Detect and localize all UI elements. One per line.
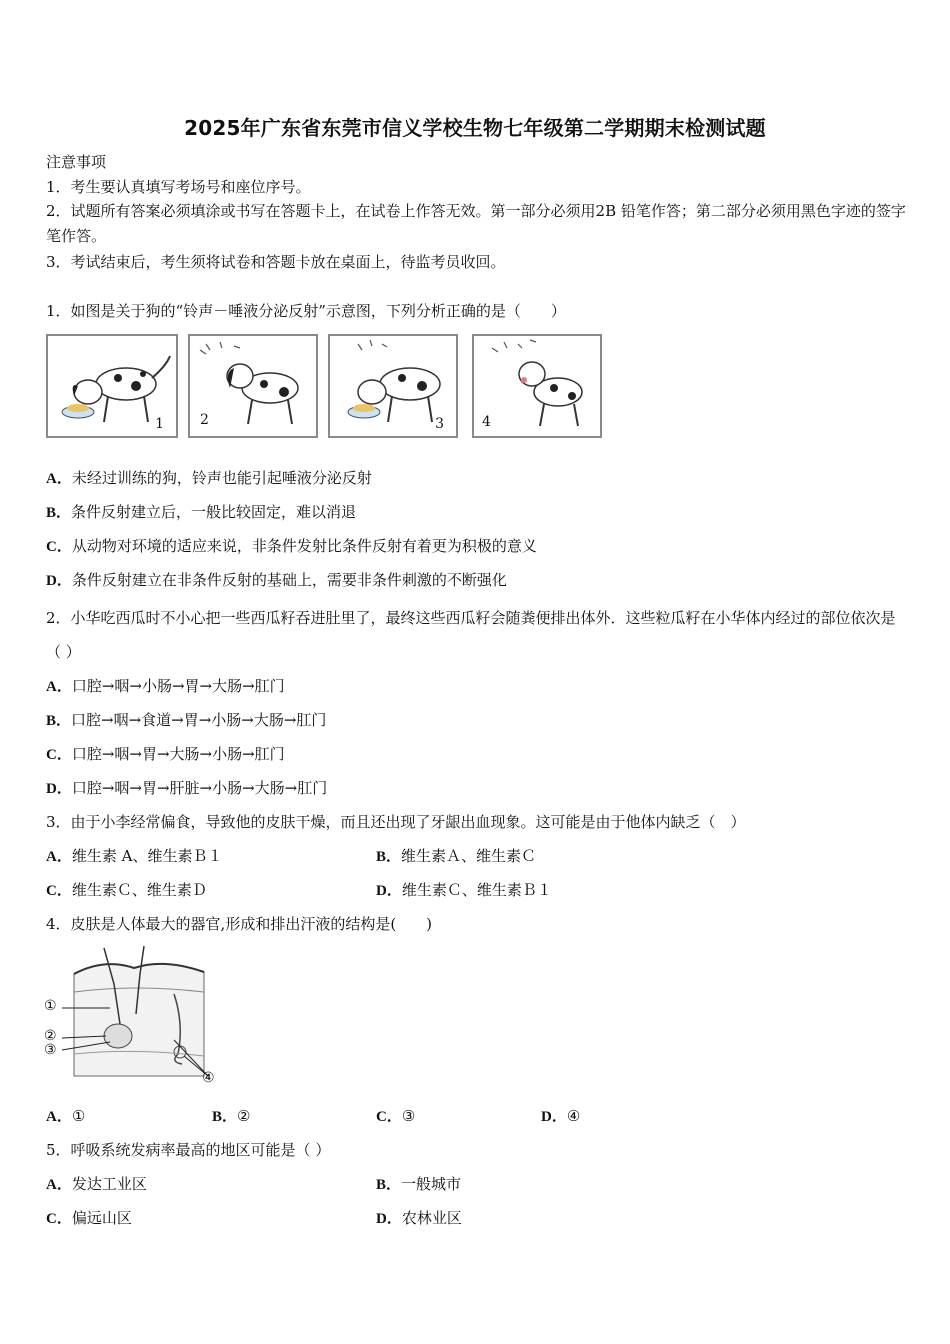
option-a: [46, 676, 285, 697]
option-label: D．: [541, 1109, 567, 1125]
notice-item: 3．考试结束后，考生须将试卷和答题卡放在桌面上，待监考员收回。: [46, 253, 506, 271]
figure-label: ④: [202, 1070, 215, 1086]
option-label: D．: [46, 573, 72, 589]
option-b: [376, 846, 536, 867]
figure-panel: [472, 334, 602, 438]
option-label: A．: [46, 849, 72, 865]
option-c: [46, 744, 285, 765]
option-label: A．: [46, 679, 72, 695]
option-d: [376, 880, 552, 901]
panel-number: 4: [482, 414, 491, 430]
figure-panel: [188, 334, 318, 438]
option-b: [212, 1106, 250, 1127]
option-c: [46, 536, 537, 557]
option-d: [376, 1208, 462, 1229]
option-label: A．: [46, 1177, 72, 1193]
option-text: ①: [71, 1107, 86, 1125]
option-text: ②: [237, 1107, 251, 1125]
option-text: 从动物对环境的适应来说，非条件发射比条件反射有着更为积极的意义: [71, 537, 537, 555]
option-label: D．: [376, 883, 402, 899]
question-stem: 5．呼吸系统发病率最高的地区可能是（ ）: [46, 1141, 331, 1159]
panel-number: 1: [155, 416, 164, 432]
option-text: 维生素Ｃ、维生素Ｂ１: [401, 881, 552, 899]
figure-label: ③: [44, 1042, 57, 1058]
dog-salivating-illustration: [474, 336, 600, 436]
skin-structure-figure: [44, 944, 220, 1090]
option-a: [46, 846, 222, 867]
option-b: [46, 710, 326, 731]
figure-panel: [328, 334, 458, 438]
option-c: [46, 1208, 132, 1229]
option-label: C．: [376, 1109, 402, 1125]
option-b: [46, 502, 356, 523]
option-text: 维生素Ｃ、维生素Ｄ: [71, 881, 207, 899]
option-c: [46, 880, 207, 901]
figure-panel: [46, 334, 178, 438]
option-text: 条件反射建立后，一般比较固定，难以消退: [71, 503, 357, 521]
option-label: C．: [46, 747, 72, 763]
option-text: 条件反射建立在非条件反射的基础上，需要非条件刺激的不断强化: [71, 571, 507, 589]
option-label: D．: [376, 1211, 402, 1227]
question-stem: 1．如图是关于狗的“铃声－唾液分泌反射”示意图，下列分析正确的是（ ）: [46, 302, 566, 320]
option-a: [46, 1174, 147, 1195]
option-label: D．: [46, 781, 72, 797]
panel-number: 2: [200, 412, 209, 428]
option-label: C．: [46, 1211, 72, 1227]
notice-item: 2．试题所有答案必须填涂或书写在答题卡上，在试卷上作答无效。第一部分必须用2B 铅笔作答；第二部分必须用黑色字迹的签字笔作答。: [46, 202, 906, 245]
option-d: [46, 570, 507, 591]
option-text: 维生素Ａ、维生素Ｃ: [401, 847, 537, 865]
option-text: 口腔→咽→小肠→胃→大肠→肛门: [71, 677, 285, 695]
option-text: ④: [566, 1107, 581, 1125]
option-text: 一般城市: [401, 1175, 462, 1193]
option-d: [46, 778, 327, 799]
skin-diagram-illustration: [44, 944, 220, 1090]
option-label: A．: [46, 471, 72, 487]
question-stem: 2．小华吃西瓜时不小心把一些西瓜籽吞进肚里了，最终这些西瓜籽会随粪便排出体外．这些粒瓜籽在小华体内经过的部位依次是（ ）: [46, 609, 896, 661]
option-label: C．: [46, 883, 72, 899]
page-title: 2025年广东省东莞市信义学校生物七年级第二学期期末检测试题: [184, 116, 766, 140]
notice-heading: 注意事项: [46, 153, 107, 171]
notice-item: 1．考生要认真填写考场号和座位序号。: [46, 178, 311, 196]
option-label: B．: [376, 849, 402, 865]
option-a: [46, 468, 372, 489]
option-a: [46, 1106, 85, 1127]
option-label: B．: [212, 1109, 238, 1125]
option-label: B．: [376, 1177, 402, 1193]
option-text: 发达工业区: [71, 1175, 147, 1193]
option-text: 维生素 A、维生素Ｂ１: [71, 847, 223, 865]
option-text: 口腔→咽→胃→大肠→小肠→肛门: [71, 745, 285, 763]
option-text: 未经过训练的狗，铃声也能引起唾液分泌反射: [71, 469, 372, 487]
option-label: B．: [46, 505, 72, 521]
option-label: A．: [46, 1109, 72, 1125]
option-text: ③: [401, 1107, 416, 1125]
option-label: B．: [46, 713, 72, 729]
option-label: C．: [46, 539, 72, 555]
dog-reflex-figure: [46, 334, 606, 440]
option-c: [376, 1106, 415, 1127]
option-text: 口腔→咽→胃→肝脏→小肠→大肠→肛门: [71, 779, 328, 797]
option-d: [541, 1106, 580, 1127]
figure-label: ②: [44, 1028, 57, 1044]
question-stem: 3．由于小李经常偏食，导致他的皮肤干燥，而且还出现了牙龈出血现象。这可能是由于他体内缺乏（ ）: [46, 813, 746, 831]
option-text: 农林业区: [401, 1209, 462, 1227]
option-text: 偏远山区: [71, 1209, 132, 1227]
figure-label: ①: [44, 998, 57, 1014]
panel-number: 3: [435, 416, 444, 432]
option-b: [376, 1174, 461, 1195]
option-text: 口腔→咽→食道→胃→小肠→大肠→肛门: [71, 711, 327, 729]
question-stem: 4．皮肤是人体最大的器官,形成和排出汗液的结构是( ): [46, 915, 433, 933]
